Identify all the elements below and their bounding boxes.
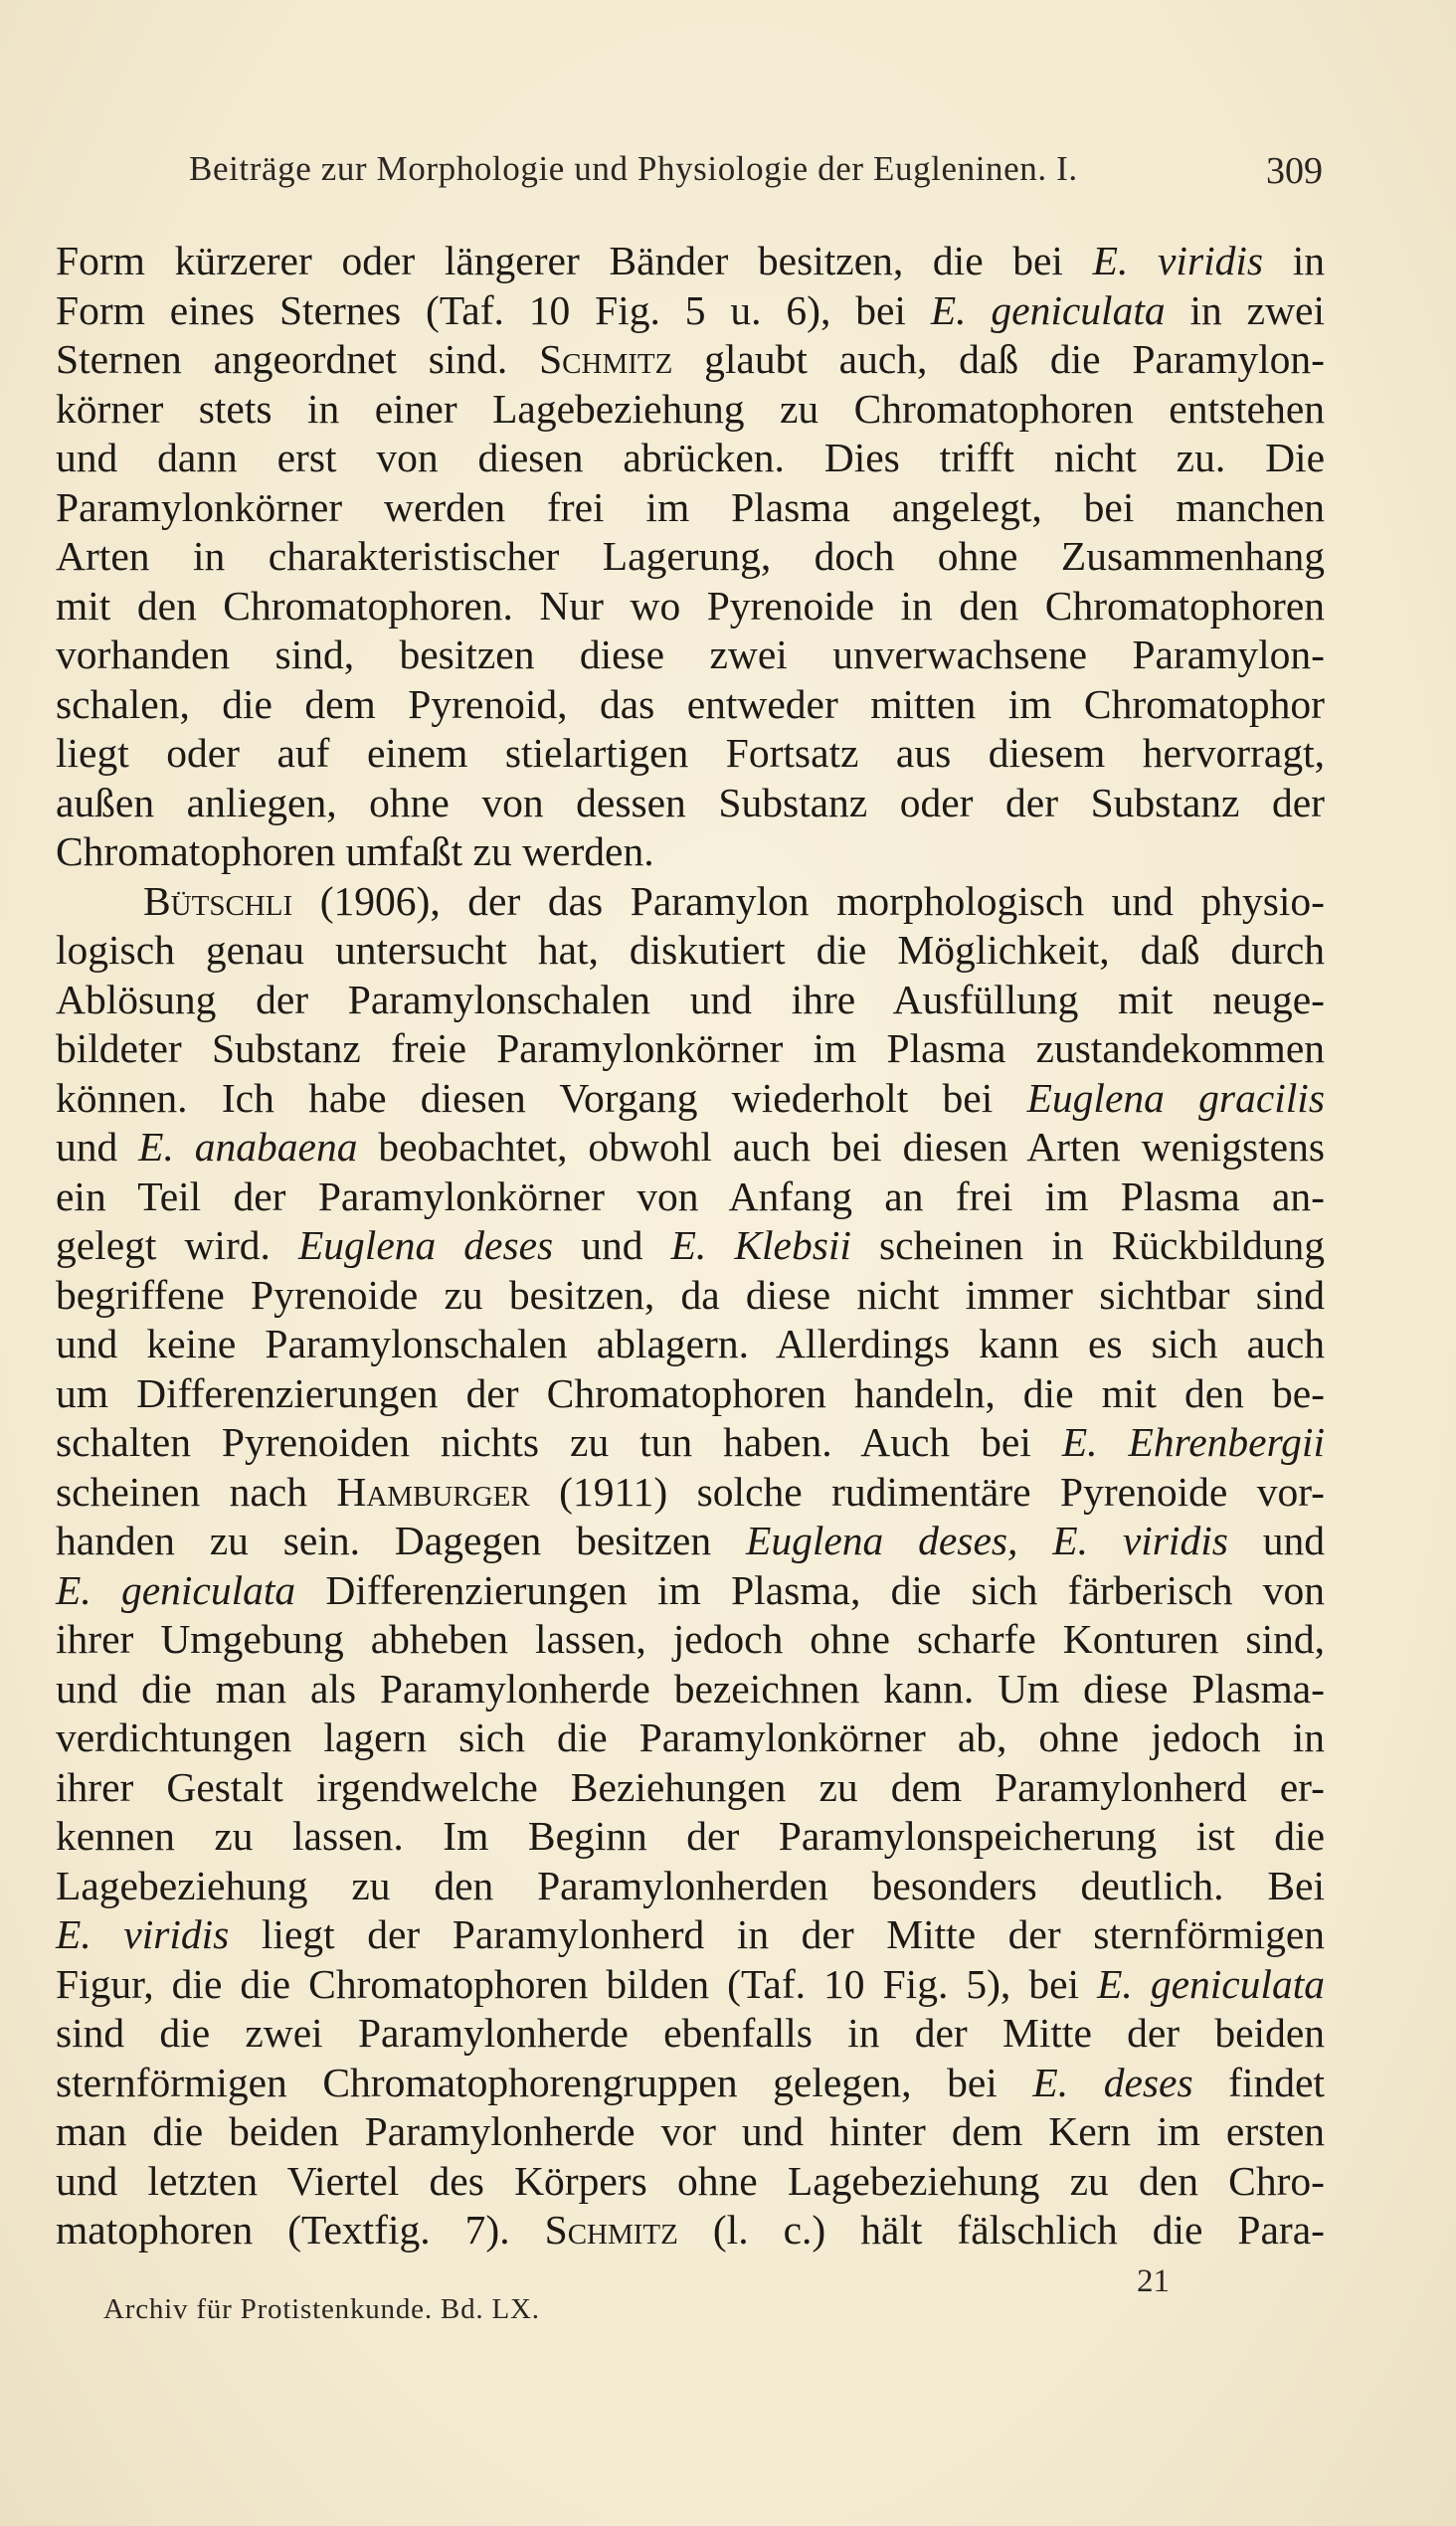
text-segment: findet bbox=[1192, 2059, 1325, 2105]
text-line bbox=[56, 976, 1325, 1025]
text-line bbox=[56, 680, 1325, 730]
text-line bbox=[56, 631, 1325, 680]
body-text bbox=[56, 237, 1325, 2255]
text-segment: Lagebeziehung zu den Paramylonherden besonders deutlich. Bei bbox=[56, 1862, 1325, 1908]
text-segment: und bbox=[1227, 1518, 1325, 1563]
text-line bbox=[56, 729, 1325, 779]
text-segment: mit den Chromatophoren. Nur wo Pyrenoide in den Chromatophoren bbox=[56, 582, 1325, 629]
italic-species-name: E. geniculata bbox=[56, 1566, 296, 1613]
text-segment: liegt oder auf einem stielartigen Fortsatz aus diesem hervorragt, bbox=[56, 730, 1325, 776]
text-segment: und bbox=[553, 1222, 671, 1268]
text-line bbox=[56, 1024, 1325, 1074]
text-segment: (1906), der das Paramylon morphologisch und physio- bbox=[292, 877, 1325, 924]
text-segment: und keine Paramylonschalen ablagern. Allerdings kann es sich auch bbox=[56, 1321, 1325, 1366]
text-line bbox=[56, 1221, 1325, 1271]
text-segment: Arten in charakteristischer Lagerung, doch ohne Zusammenhang bbox=[56, 533, 1325, 579]
text-line bbox=[56, 1074, 1325, 1124]
text-segment: bildeter Substanz freie Paramylonkörner im Plasma zustandekommen bbox=[56, 1025, 1325, 1071]
text-segment: scheinen nach bbox=[56, 1468, 337, 1515]
text-segment: kennen zu lassen. Im Beginn der Paramylonspeicherung ist die bbox=[56, 1813, 1325, 1859]
text-line bbox=[56, 237, 1325, 286]
paragraph bbox=[56, 237, 1325, 877]
text-segment: und letzten Viertel des Körpers ohne Lagebeziehung zu den Chro- bbox=[56, 2157, 1325, 2204]
footer-journal-name: Archiv für Protistenkunde. Bd. LX. bbox=[103, 2293, 540, 2325]
text-segment: schalen, die dem Pyrenoid, das entweder mitten im Chromatophor bbox=[56, 680, 1325, 727]
text-segment: Form kürzerer oder längerer Bänder besitzen, die bei bbox=[56, 238, 1093, 283]
text-line bbox=[56, 1517, 1325, 1566]
text-segment: beobachtet, obwohl auch bei diesen Arten wenigstens bbox=[357, 1124, 1326, 1170]
text-segment: Figur, die die Chromatophoren bilden (Taf. 10 Fig. 5), bei bbox=[56, 1960, 1098, 2007]
text-line bbox=[56, 1665, 1325, 1714]
italic-species-name: E. viridis bbox=[56, 1911, 230, 1957]
author-name: Schmitz bbox=[539, 336, 673, 382]
text-segment: man die beiden Paramylonherde vor und hinter dem Kern im ersten bbox=[56, 2108, 1325, 2154]
italic-species-name: E. deses bbox=[1032, 2059, 1193, 2105]
italic-species-name: Euglena gracilis bbox=[1026, 1074, 1325, 1121]
text-line bbox=[56, 926, 1325, 976]
text-segment: sind die zwei Paramylonherde ebenfalls in der Mitte der beiden bbox=[56, 2010, 1325, 2056]
text-segment: scheinen in Rückbildung bbox=[850, 1222, 1325, 1268]
text-segment: schalten Pyrenoiden nichts zu tun haben. Auch bei bbox=[56, 1419, 1062, 1465]
text-line bbox=[56, 779, 1325, 828]
text-segment: Paramylonkörner werden frei im Plasma angelegt, bei manchen bbox=[56, 483, 1325, 530]
text-line bbox=[56, 434, 1325, 483]
text-segment: sternförmigen Chromatophorengruppen gelegen, bei bbox=[56, 2059, 1033, 2105]
text-line bbox=[56, 2157, 1325, 2207]
text-line bbox=[56, 2059, 1325, 2108]
author-name: Bütschli bbox=[143, 877, 293, 924]
text-line bbox=[56, 2009, 1325, 2059]
text-line bbox=[56, 877, 1325, 927]
text-line bbox=[56, 582, 1325, 632]
text-line bbox=[56, 1123, 1325, 1173]
italic-species-name: E. Klebsii bbox=[670, 1222, 851, 1268]
text-segment: körner stets in einer Lagebeziehung zu Chromatophoren entstehen bbox=[56, 385, 1325, 432]
text-segment: (l. c.) hält fälschlich die Para- bbox=[677, 2207, 1325, 2253]
text-line bbox=[56, 1960, 1325, 2010]
text-segment: und die man als Paramylonherde bezeichnen kann. Um diese Plasma- bbox=[56, 1665, 1325, 1712]
text-line bbox=[56, 1862, 1325, 1911]
text-segment: handen zu sein. Dagegen besitzen bbox=[56, 1518, 746, 1563]
text-line bbox=[56, 827, 1325, 877]
text-segment: ein Teil der Paramylonkörner von Anfang an frei im Plasma an- bbox=[56, 1173, 1325, 1219]
text-line bbox=[56, 335, 1325, 385]
italic-species-name: E. Ehrenbergii bbox=[1061, 1419, 1325, 1465]
italic-species-name: Euglena deses, E. viridis bbox=[745, 1518, 1228, 1563]
text-line bbox=[56, 1763, 1325, 1813]
page-header bbox=[189, 149, 1323, 199]
text-line bbox=[56, 385, 1325, 435]
text-segment: in zwei bbox=[1165, 286, 1326, 333]
text-segment: (1911) solche rudimentäre Pyrenoide vor- bbox=[529, 1468, 1325, 1515]
text-segment: begriffene Pyrenoide zu besitzen, da diese nicht immer sichtbar sind bbox=[56, 1271, 1325, 1318]
text-segment: Differenzierungen im Plasma, die sich färberisch von bbox=[295, 1566, 1326, 1613]
italic-species-name: E. geniculata bbox=[930, 286, 1166, 333]
page-footer bbox=[103, 2263, 1170, 2325]
italic-species-name: E. viridis bbox=[1092, 238, 1264, 283]
text-segment: liegt der Paramylonherd in der Mitte der sternförmigen bbox=[229, 1911, 1325, 1957]
text-line bbox=[56, 1173, 1325, 1222]
text-line bbox=[56, 1320, 1325, 1369]
author-name: Schmitz bbox=[544, 2207, 678, 2253]
italic-species-name: Euglena deses bbox=[297, 1222, 554, 1268]
text-segment: ihrer Gestalt irgendwelche Beziehungen zu dem Paramylonherd er- bbox=[56, 1763, 1325, 1810]
text-segment: gelegt wird. bbox=[56, 1222, 298, 1268]
text-line bbox=[56, 2206, 1325, 2255]
page-number: 309 bbox=[1266, 150, 1323, 192]
text-segment: matophoren (Textfig. 7). bbox=[56, 2207, 545, 2253]
text-line bbox=[56, 1615, 1325, 1665]
signature-mark: 21 bbox=[1137, 2263, 1170, 2299]
text-line bbox=[56, 1468, 1325, 1518]
text-segment: um Differenzierungen der Chromatophoren handeln, die mit den be- bbox=[56, 1369, 1325, 1416]
text-line bbox=[56, 1714, 1325, 1763]
text-segment: Sternen angeordnet sind. bbox=[56, 336, 540, 382]
text-segment: vorhanden sind, besitzen diese zwei unverwachsene Paramylon- bbox=[56, 632, 1325, 677]
text-line bbox=[56, 1271, 1325, 1321]
text-segment: Ablösung der Paramylonschalen und ihre Ausfüllung mit neuge- bbox=[56, 976, 1325, 1022]
text-segment: und dann erst von diesen abrücken. Dies trifft nicht zu. Die bbox=[56, 435, 1325, 480]
italic-species-name: E. anabaena bbox=[138, 1124, 358, 1170]
text-line bbox=[56, 483, 1325, 533]
text-line bbox=[56, 1566, 1325, 1616]
text-line bbox=[56, 2107, 1325, 2157]
text-line bbox=[56, 1910, 1325, 1960]
text-segment: verdichtungen lagern sich die Paramylonkörner ab, ohne jedoch in bbox=[56, 1714, 1325, 1760]
text-segment: glaubt auch, daß die Paramylon- bbox=[672, 336, 1325, 382]
paragraph bbox=[56, 877, 1325, 2255]
text-segment: außen anliegen, ohne von dessen Substanz oder der Substanz der bbox=[56, 779, 1325, 825]
text-line bbox=[56, 286, 1325, 336]
text-segment: Form eines Sternes (Taf. 10 Fig. 5 u. 6), bei bbox=[56, 286, 931, 333]
text-segment: logisch genau untersucht hat, diskutiert die Möglichkeit, daß durch bbox=[56, 927, 1325, 973]
text-segment: können. Ich habe diesen Vorgang wiederholt bei bbox=[56, 1074, 1027, 1121]
author-name: Hamburger bbox=[336, 1468, 530, 1515]
italic-species-name: E. geniculata bbox=[1097, 1960, 1325, 2007]
text-segment: und bbox=[56, 1124, 139, 1170]
text-segment: Chromatophoren umfaßt zu werden. bbox=[56, 828, 654, 874]
text-segment: ihrer Umgebung abheben lassen, jedoch ohne scharfe Konturen sind, bbox=[56, 1616, 1325, 1662]
running-head: Beiträge zur Morphologie und Physiologie der Eugleninen. I. bbox=[189, 149, 1078, 188]
text-line bbox=[56, 532, 1325, 582]
text-line bbox=[56, 1369, 1325, 1419]
text-segment: in bbox=[1263, 238, 1325, 283]
text-line bbox=[56, 1812, 1325, 1862]
text-line bbox=[56, 1418, 1325, 1468]
